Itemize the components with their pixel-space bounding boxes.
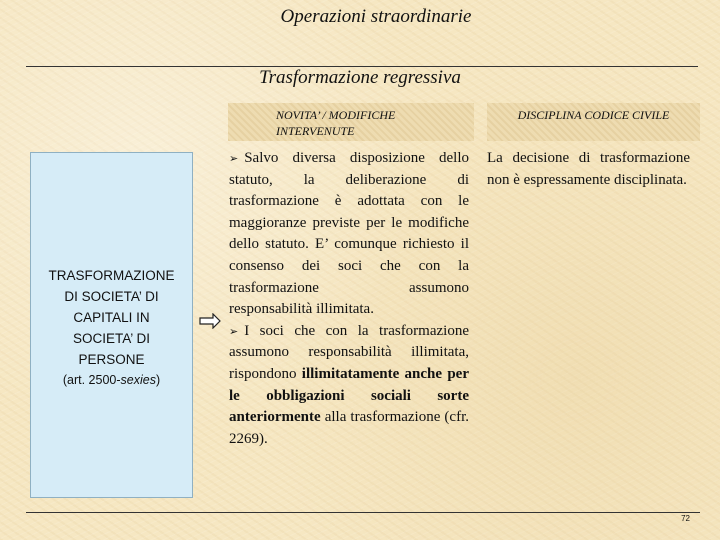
page-number: 72: [681, 514, 690, 523]
transformation-type-box: [30, 152, 193, 498]
civil-code-column: [487, 148, 690, 191]
arrowhead-bullet-icon: ➢: [229, 152, 239, 165]
slide-subtitle: Trasformazione regressiva: [259, 67, 461, 88]
column-header-civil-code: [487, 103, 700, 141]
box-line: SOCIETA’ DI: [72, 331, 150, 346]
box-line: CAPITALI IN: [73, 310, 150, 325]
box-line: DI SOCIETA’ DI: [64, 289, 159, 304]
changes-column: [229, 148, 469, 450]
civil-code-text: La decisione di trasformazione non è espressamente disciplinata.: [487, 150, 690, 188]
article-reference: (art. 2500-sexies): [62, 373, 161, 387]
box-line: TRASFORMAZIONE: [48, 268, 175, 283]
right-arrow-outline-icon: [199, 313, 221, 329]
box-line: PERSONE: [78, 352, 145, 367]
slide-title: Operazioni straordinarie: [280, 6, 472, 27]
footer-divider: [26, 512, 700, 513]
transformation-type-text: [31, 265, 192, 391]
column-header-changes: [228, 103, 474, 141]
bullet-item: ➢ I soci che con la trasformazione assumono responsabilità illimitata, rispondono illimitatamente anche per le obbligazioni sociali sorte anteriormente alla trasformazione (cfr. 2269).: [229, 322, 469, 447]
column-header-civil-code-label: DISCIPLINA CODICE CIVILE: [517, 108, 670, 122]
bullet-item: ➢ Salvo diversa disposizione dello statuto, la deliberazione di trasformazione è adottata con le maggioranze previste per le modifiche dello statuto. E’ comunque richiesto il consenso dei soci che con la trasformazione assumono responsabilità illimitata.: [229, 150, 469, 318]
arrowhead-bullet-icon: ➢: [229, 324, 239, 338]
column-header-changes-label: NOVITA’ / MODIFICHE INTERVENUTE: [276, 108, 396, 138]
